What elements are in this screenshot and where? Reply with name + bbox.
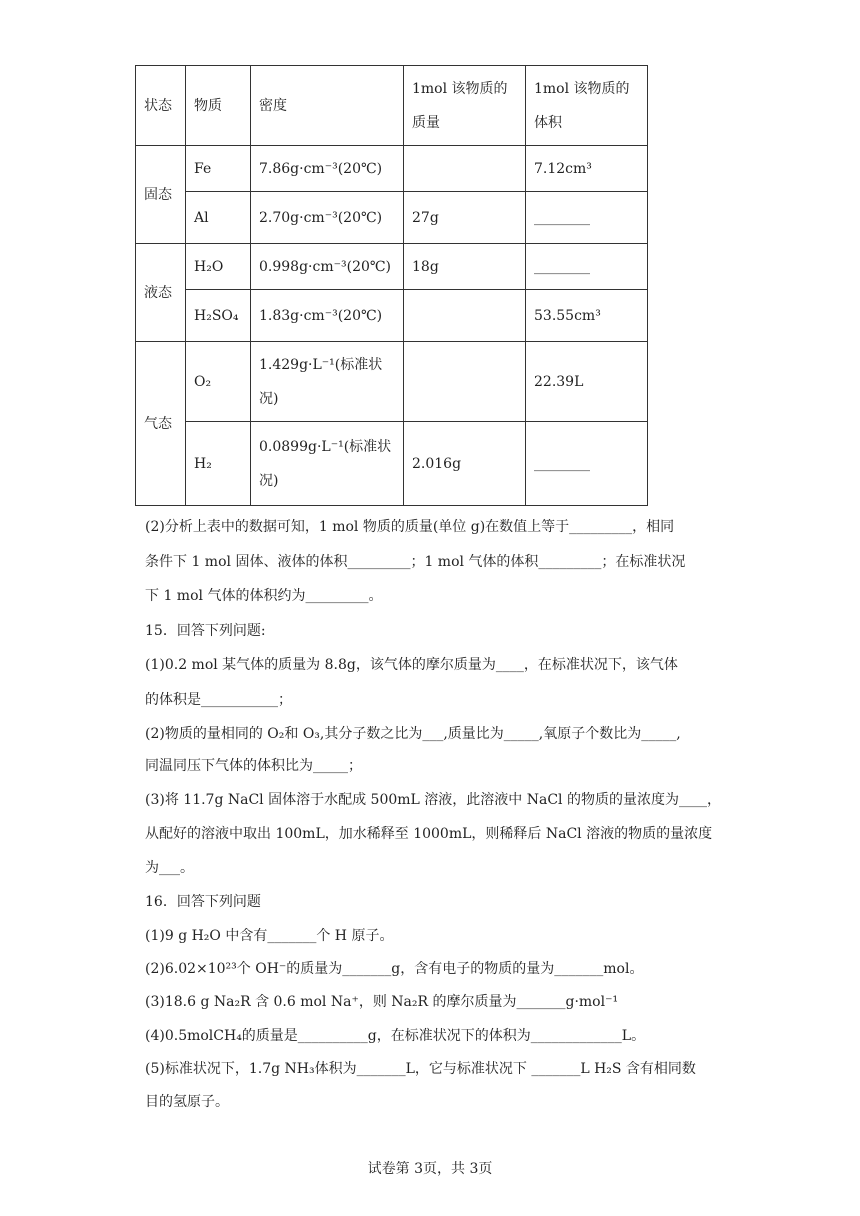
volume-blank: ________ — [526, 244, 648, 290]
mass-cell — [404, 146, 526, 192]
header-state: 状态 — [136, 66, 186, 146]
substance-cell: H₂ — [186, 422, 251, 506]
substance-cell: Al — [186, 192, 251, 244]
q15-title: 15．回答下列问题: — [145, 623, 266, 639]
table-row — [136, 244, 648, 290]
q15-line6: 从配好的溶液中取出 100mL，加水稀释至 1000mL，则稀释后 NaCl 溶液的物质的量浓度 — [145, 826, 713, 842]
q15-line5: (3)将 11.7g NaCl 固体溶于水配成 500mL 溶液，此溶液中 NaCl 的物质的量浓度为____， — [145, 792, 721, 808]
header-mass: 1mol 该物质的 质量 — [404, 66, 526, 146]
q16-line3: (3)18.6 g Na₂R 含 0.6 mol Na⁺，则 Na₂R 的摩尔质量为_______g·mol⁻¹ — [145, 994, 619, 1010]
table-row — [136, 290, 648, 342]
substance-cell: H₂SO₄ — [186, 290, 251, 342]
header-volume: 1mol 该物质的 体积 — [526, 66, 648, 146]
density-cell: 0.0899g·L⁻¹(标准状 况) — [251, 422, 404, 506]
volume-blank: ________ — [526, 422, 648, 506]
substance-cell: Fe — [186, 146, 251, 192]
volume-cell: 7.12cm³ — [526, 146, 648, 192]
q16-title: 16．回答下列问题 — [145, 894, 261, 910]
state-gas: 气态 — [136, 342, 186, 506]
table-row — [136, 146, 648, 192]
mass-cell — [404, 342, 526, 422]
volume-blank: ________ — [526, 192, 648, 244]
q16-line5: (5)标准状况下，1.7g NH₃体积为_______L，它与标准状况下 _______L H₂S 含有相同数 — [145, 1061, 696, 1077]
density-cell: 2.70g·cm⁻³(20℃) — [251, 192, 404, 244]
q16-line4: (4)0.5molCH₄的质量是__________g，在标准状况下的体积为_____________L。 — [145, 1028, 646, 1044]
mass-cell — [404, 290, 526, 342]
density-cell: 7.86g·cm⁻³(20℃) — [251, 146, 404, 192]
state-liquid: 液态 — [136, 244, 186, 342]
header-density: 密度 — [251, 66, 404, 146]
q16-line2: (2)6.02×10²³个 OH⁻的质量为_______g，含有电子的物质的量为_______mol。 — [145, 961, 644, 977]
volume-cell: 22.39L — [526, 342, 648, 422]
q2-line3: 下 1 mol 气体的体积约为_________。 — [145, 588, 383, 604]
substance-cell: H₂O — [186, 244, 251, 290]
table-row — [136, 342, 648, 422]
q16-line1: (1)9 g H₂O 中含有_______个 H 原子。 — [145, 928, 394, 944]
page-footer: 试卷第 3页，共 3页 — [367, 1161, 493, 1177]
header-substance: 物质 — [186, 66, 251, 146]
density-cell: 0.998g·cm⁻³(20℃) — [251, 244, 404, 290]
q15-line3: (2)物质的量相同的 O₂和 O₃,其分子数之比为___,质量比为_____,氧原子个数比为_____, — [145, 726, 681, 742]
mass-cell: 2.016g — [404, 422, 526, 506]
q15-line7: 为___。 — [145, 860, 194, 876]
density-cell: 1.429g·L⁻¹(标准状 况) — [251, 342, 404, 422]
density-cell: 1.83g·cm⁻³(20℃) — [251, 290, 404, 342]
q15-line2: 的体积是___________； — [145, 692, 292, 708]
q2-line1: (2)分析上表中的数据可知，1 mol 物质的质量(单位 g)在数值上等于_________，相同 — [145, 519, 675, 535]
table-row — [136, 422, 648, 506]
q15-line1: (1)0.2 mol 某气体的质量为 8.8g，该气体的摩尔质量为____，在标准状况下，该气体 — [145, 657, 678, 673]
volume-cell: 53.55cm³ — [526, 290, 648, 342]
table-header-row — [136, 66, 648, 146]
q15-line4: 同温同压下气体的体积比为_____； — [145, 758, 362, 774]
table-row — [136, 192, 648, 244]
properties-table — [135, 65, 648, 506]
state-solid: 固态 — [136, 146, 186, 244]
mass-cell: 18g — [404, 244, 526, 290]
q16-line6: 目的氢原子。 — [145, 1094, 229, 1110]
mass-cell: 27g — [404, 192, 526, 244]
substance-cell: O₂ — [186, 342, 251, 422]
q2-line2: 条件下 1 mol 固体、液体的体积_________；1 mol 气体的体积_________；在标准状况 — [145, 554, 686, 570]
